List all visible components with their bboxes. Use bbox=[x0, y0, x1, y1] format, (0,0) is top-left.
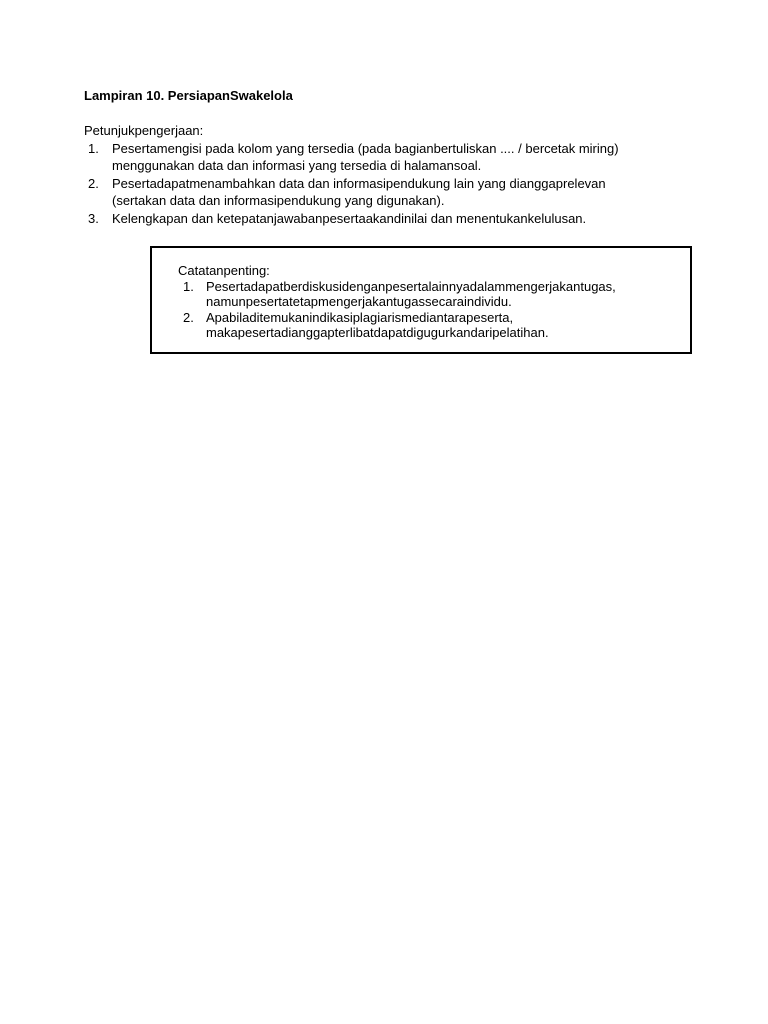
instruction-number: 3. bbox=[88, 210, 99, 226]
note-number: 1. bbox=[183, 278, 194, 294]
note-item-1 bbox=[178, 279, 678, 310]
instruction-item-3 bbox=[84, 210, 684, 228]
important-note-content bbox=[178, 263, 678, 341]
instruction-text-line: Pesertamengisi pada kolom yang tersedia (pada bagianbertuliskan .... / bercetak miring) bbox=[112, 140, 619, 156]
document-title: Lampiran 10. PersiapanSwakelola bbox=[84, 88, 293, 103]
instructions-heading: Petunjukpengerjaan: bbox=[84, 123, 204, 138]
instruction-text-line: (sertakan data dan informasipendukung yang digunakan). bbox=[112, 193, 445, 208]
instruction-text-line: Pesertadapatmenambahkan data dan informasipendukung lain yang dianggaprelevan bbox=[112, 175, 606, 191]
instructions-list bbox=[84, 140, 684, 228]
note-text-line: makapesertadianggapterlibatdapatdigugurkandaripelatihan. bbox=[206, 325, 549, 340]
instruction-text-line: Kelengkapan dan ketepatanjawabanpesertaakandinilai dan menentukankelulusan. bbox=[112, 210, 587, 226]
instruction-text-line: menggunakan data dan informasi yang tersedia di halamansoal. bbox=[112, 158, 482, 173]
instruction-number: 1. bbox=[88, 140, 99, 156]
note-text-line: Pesertadapatberdiskusidenganpesertalainnyadalammengerjakantugas, bbox=[206, 278, 616, 294]
note-text-line: namunpesertatetapmengerjakantugassecaraindividu. bbox=[206, 294, 512, 309]
note-item-2 bbox=[178, 310, 678, 341]
instructions-section bbox=[84, 122, 684, 227]
instruction-item-1 bbox=[84, 140, 684, 175]
note-number: 2. bbox=[183, 309, 194, 325]
instruction-number: 2. bbox=[88, 175, 99, 191]
note-list bbox=[178, 279, 678, 341]
important-note-box bbox=[150, 246, 692, 354]
note-heading: Catatanpenting: bbox=[178, 263, 270, 278]
note-text-line: Apabiladitemukanindikasiplagiarismediantarapeserta, bbox=[206, 309, 514, 325]
instruction-item-2 bbox=[84, 175, 684, 210]
